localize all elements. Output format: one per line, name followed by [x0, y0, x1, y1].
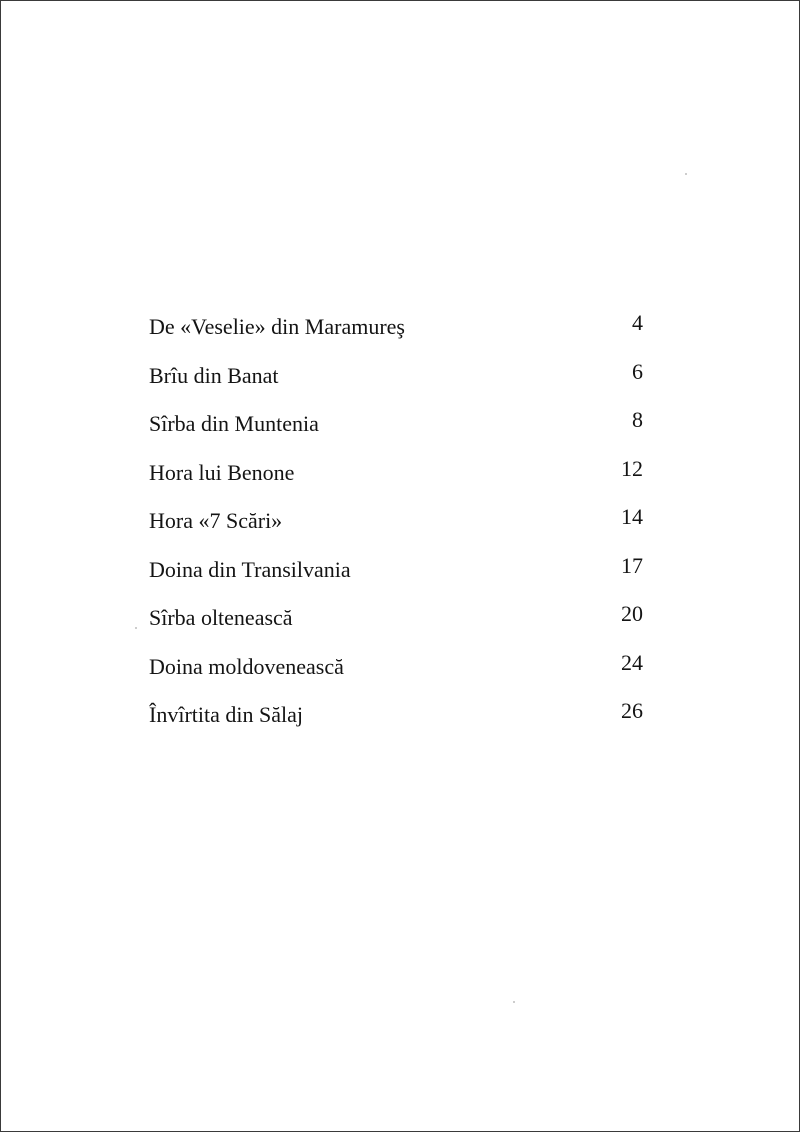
toc-entry: [149, 406, 643, 455]
toc-entry-title: Hora lui Benone: [149, 459, 295, 485]
toc-entry-title: Hora «7 Scări»: [149, 508, 283, 533]
paper-speck: [135, 627, 137, 629]
toc-entry-title: Sîrba din Muntenia: [149, 411, 319, 436]
toc-entry: [149, 552, 643, 601]
toc-entry-page-number: 24: [621, 649, 643, 675]
toc-entry-page-number: 26: [621, 698, 643, 723]
toc-entry: [149, 600, 643, 649]
toc-entry-title: De «Veselie» din Maramureş: [149, 314, 405, 339]
toc-entry-page-number: 4: [632, 310, 643, 335]
toc-entry: [149, 503, 643, 552]
toc-entry: [149, 358, 643, 407]
toc-entry-page-number: 14: [621, 504, 643, 529]
toc-entry-title: Sîrba oltenească: [149, 605, 293, 630]
toc-entry-page-number: 17: [621, 552, 643, 578]
toc-entry: [149, 697, 643, 746]
toc-entry: [149, 649, 643, 698]
paper-speck: [513, 1001, 515, 1003]
toc-entry: [149, 455, 643, 504]
toc-entry-title: Doina moldovenească: [149, 653, 344, 679]
toc-entry-page-number: 6: [632, 358, 643, 384]
toc-entry-title: Brîu din Banat: [149, 362, 279, 388]
toc-entry-title: Doina din Transilvania: [149, 556, 351, 582]
toc-entry: [149, 309, 643, 358]
table-of-contents: [149, 309, 643, 746]
toc-entry-page-number: 8: [632, 407, 643, 432]
toc-entry-page-number: 20: [621, 601, 643, 626]
toc-entry-page-number: 12: [621, 455, 643, 481]
paper-speck: [685, 173, 687, 175]
toc-entry-title: Învîrtita din Sălaj: [149, 702, 303, 727]
